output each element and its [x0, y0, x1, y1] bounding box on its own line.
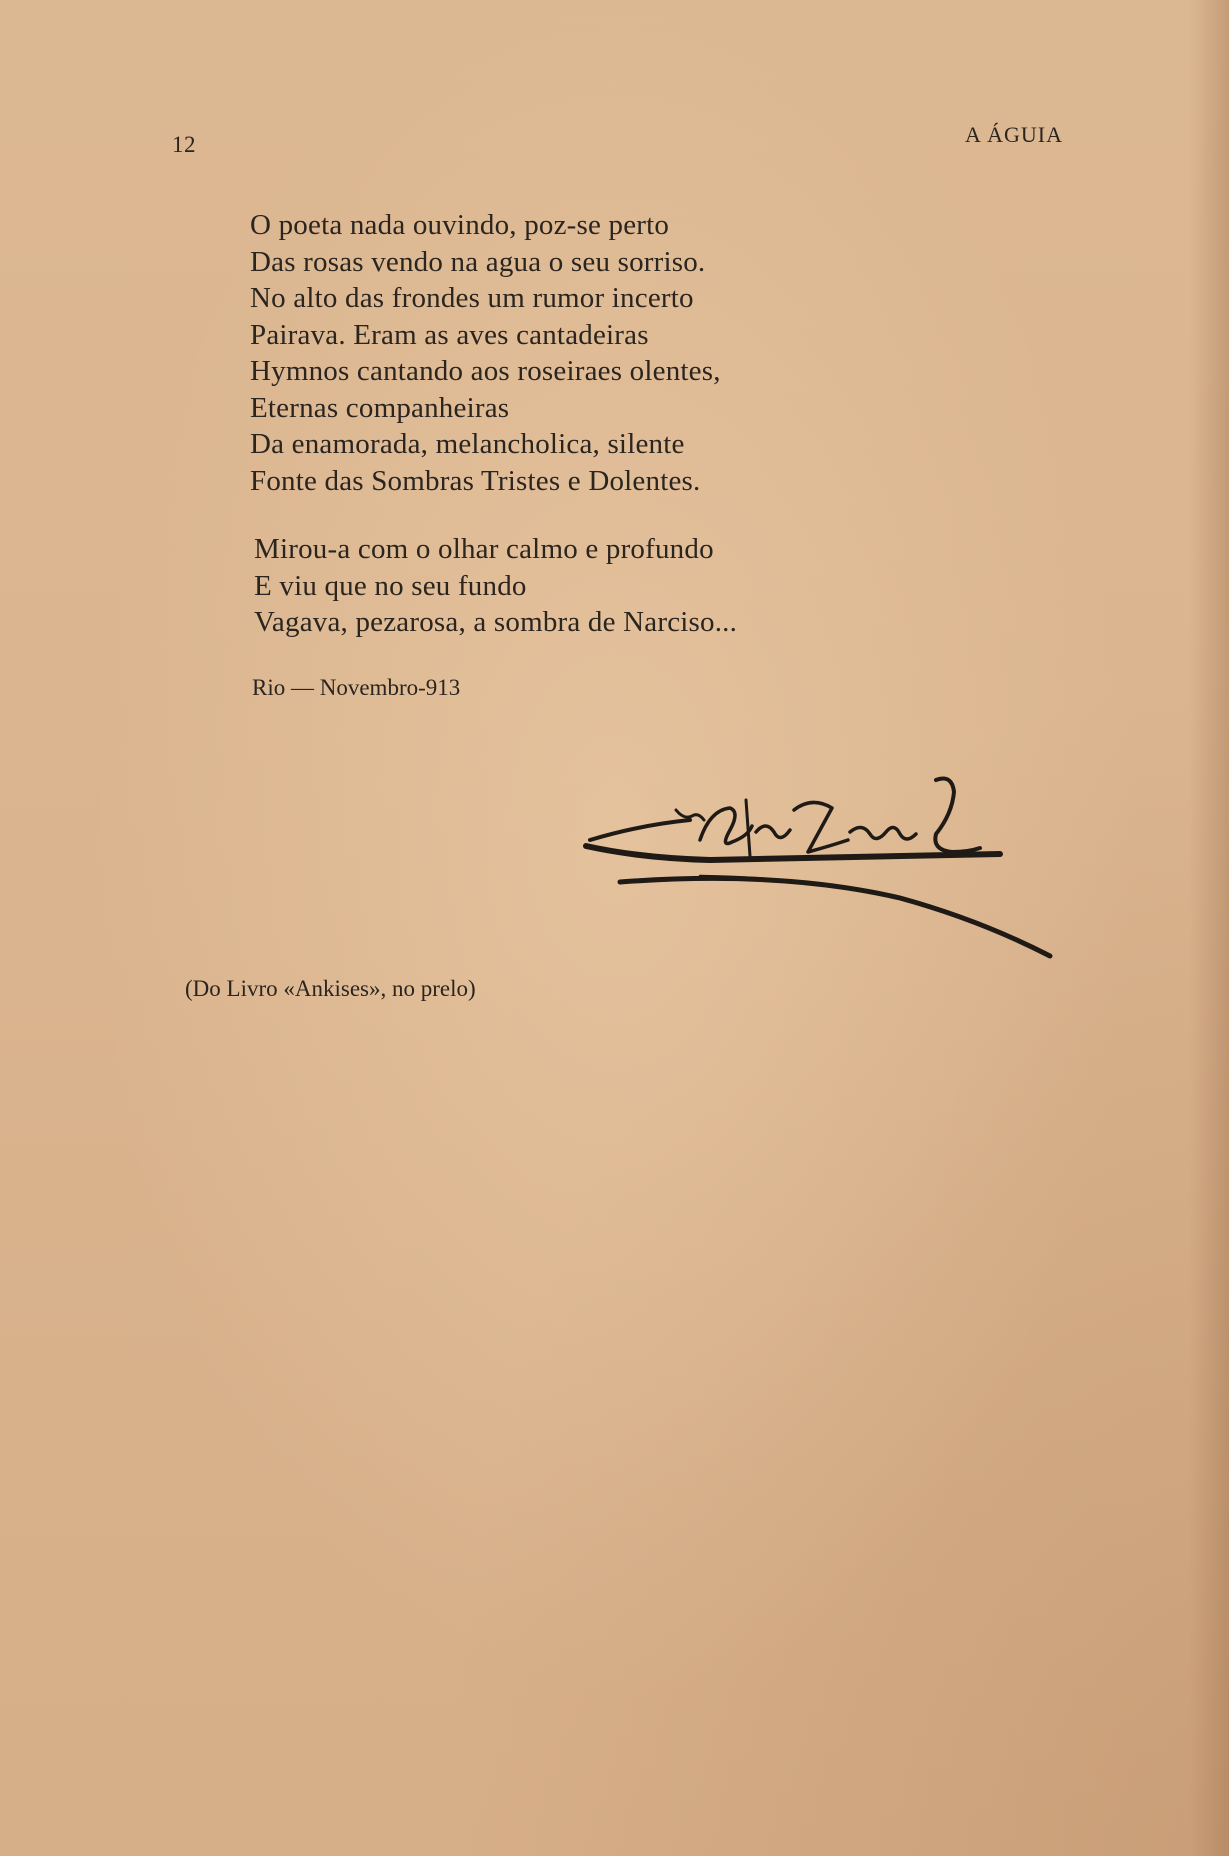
- dateline: Rio — Novembro-913: [252, 675, 461, 700]
- poem-stanza-2: [254, 531, 737, 641]
- poem-line: Da enamorada, melancholica, silente: [250, 428, 685, 460]
- poem-line: Pairava. Eram as aves cantadeiras: [250, 318, 649, 351]
- page-edge-shadow: [1189, 0, 1229, 1856]
- poem-line: No alto das frondes um rumor incerto: [250, 282, 694, 314]
- poem-line: Vagava, pezarosa, a sombra de Narciso...: [254, 606, 738, 638]
- handwritten-signature-icon: [580, 770, 1060, 970]
- poem-line: Das rosas vendo na agua o seu sorriso.: [250, 245, 706, 278]
- poem-line: Fonte das Sombras Tristes e Dolentes.: [250, 464, 701, 497]
- poem-line: E viu que no seu fundo: [254, 569, 527, 602]
- poem-line: Mirou-a com o olhar calmo e profundo: [254, 533, 714, 565]
- poem-stanza-1: [250, 207, 721, 499]
- source-note: (Do Livro «Ankises», no prelo): [185, 976, 476, 1001]
- poem-line: Hymnos cantando aos roseiraes olentes,: [250, 355, 721, 387]
- poem-line: Eternas companheiras: [250, 391, 510, 424]
- poem-line: O poeta nada ouvindo, poz-se perto: [250, 209, 670, 241]
- running-head: A ÁGUIA: [964, 122, 1063, 147]
- page-number: 12: [172, 132, 196, 157]
